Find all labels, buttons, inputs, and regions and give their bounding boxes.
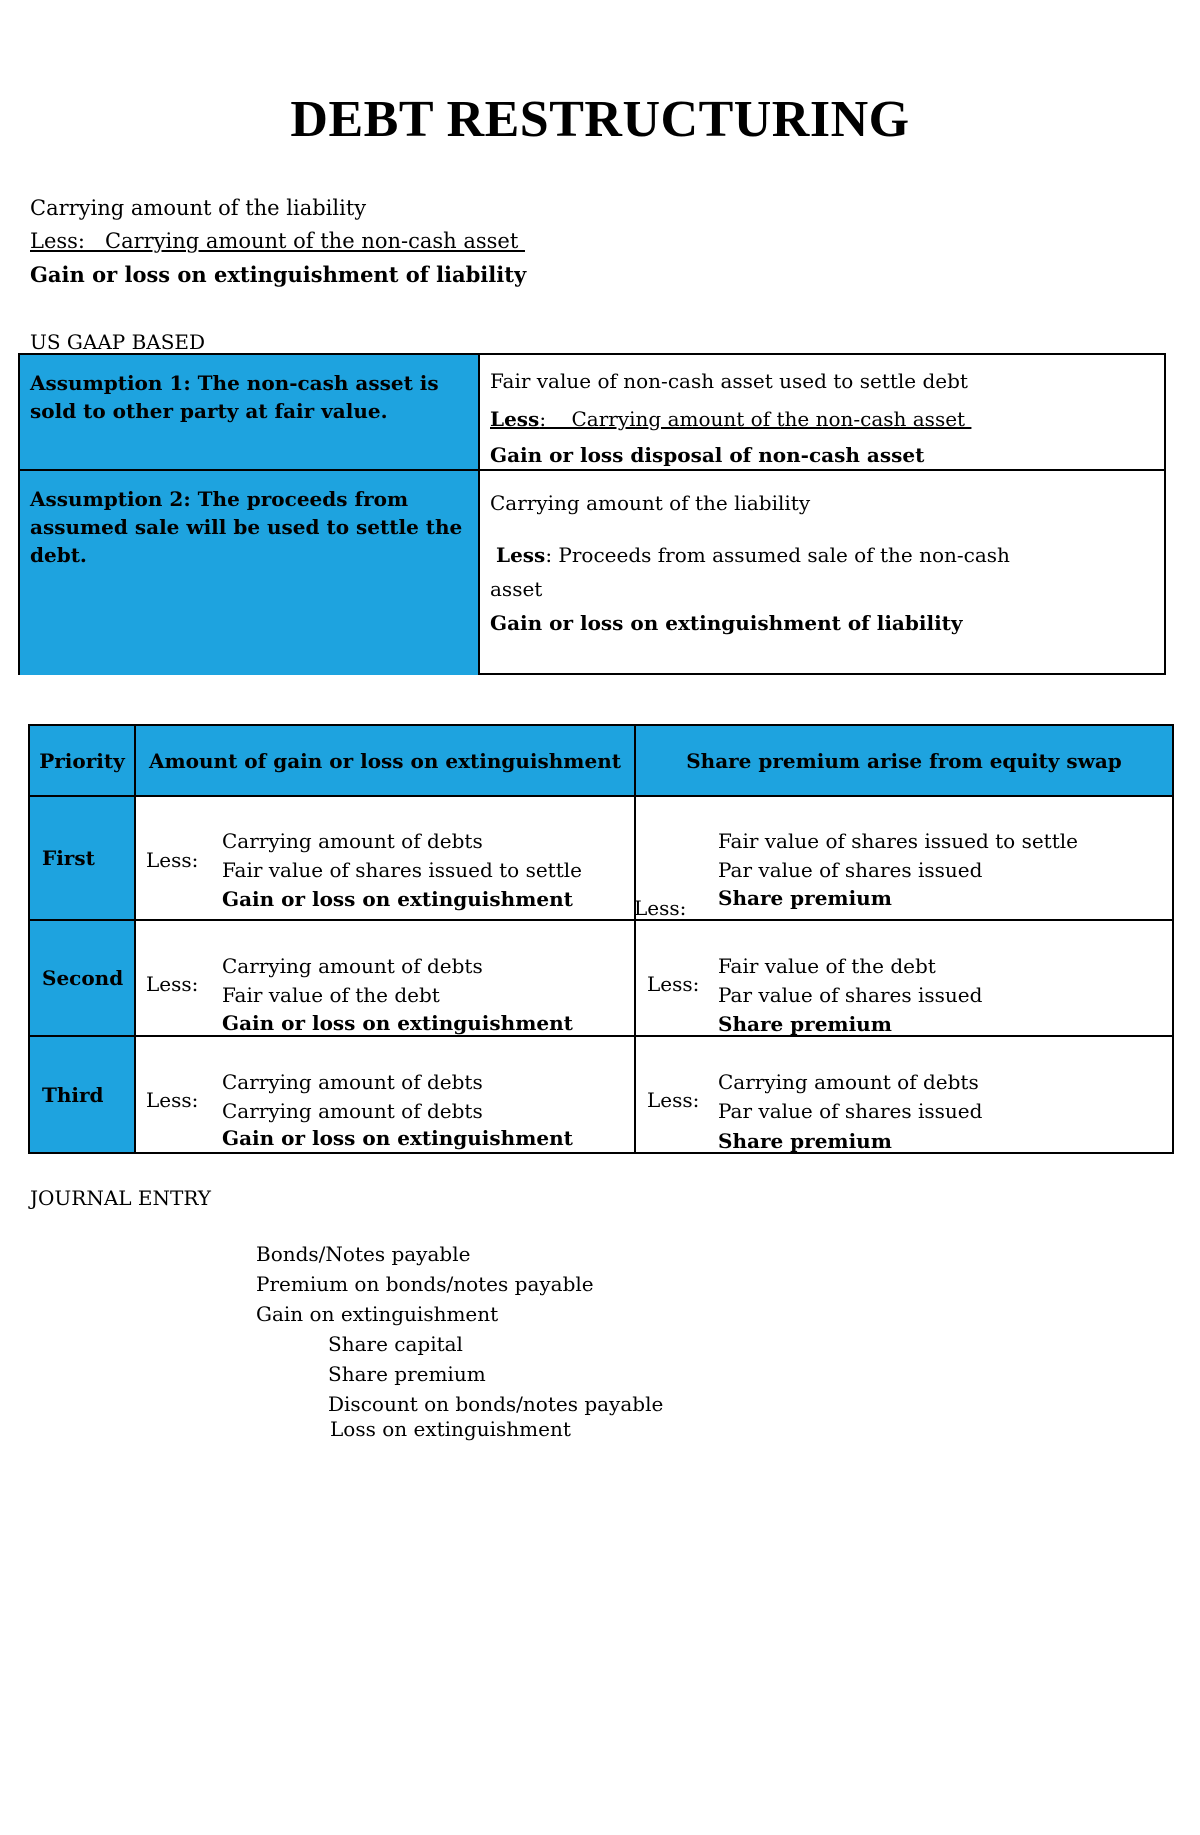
header-share-premium: Share premium arise from equity swap <box>636 726 1172 797</box>
row1-gl-less: Less: <box>146 848 199 872</box>
row3-gl-less: Less: <box>146 1088 199 1112</box>
row-divider <box>30 919 1172 921</box>
header-priority: Priority <box>30 726 134 797</box>
header-gain-loss: Amount of gain or loss on extinguishment <box>134 726 636 797</box>
journal-credit-discount: Discount on bonds/notes payable <box>328 1392 664 1416</box>
row3-sp-line2: Par value of shares issued <box>718 1099 983 1123</box>
journal-credit-share-capital: Share capital <box>328 1332 463 1356</box>
a2-line-less <box>496 543 1010 567</box>
a2-line-carrying: Carrying amount of the liability <box>490 491 811 515</box>
row2-sp-less: Less: <box>647 972 700 996</box>
row2-sp-line2: Par value of shares issued <box>718 983 983 1007</box>
assumption-1-computation <box>480 355 1164 469</box>
intro-line-less-asset: Less: Carrying amount of the non-cash asset <box>30 229 525 253</box>
row2-sp-line1: Fair value of the debt <box>718 954 936 978</box>
less-label: Less <box>496 543 546 567</box>
journal-debit-gain: Gain on extinguishment <box>256 1302 499 1326</box>
a1-less-text: : Carrying amount of the non-cash asset <box>539 407 972 431</box>
journal-credit-share-premium: Share premium <box>328 1362 486 1386</box>
a1-line-gain-loss: Gain or loss disposal of non-cash asset <box>490 443 925 467</box>
assumption-2-cell: Assumption 2: The proceeds from assumed sale will be used to settle the debt. <box>20 469 480 675</box>
intro-computation <box>30 192 526 291</box>
journal-credit-loss: Loss on extinguishment <box>330 1417 571 1441</box>
row3-sp-line1: Carrying amount of debts <box>718 1070 979 1094</box>
row2-gl-line3: Gain or loss on extinguishment <box>222 1011 573 1035</box>
row2-gl-line2: Fair value of the debt <box>222 983 440 1007</box>
journal-debit-bonds: Bonds/Notes payable <box>256 1242 471 1266</box>
priority-table <box>28 724 1174 1154</box>
row3-gl-line3: Gain or loss on extinguishment <box>222 1126 573 1150</box>
assumption-2-computation <box>480 469 1164 675</box>
priority-third: Third <box>30 1037 134 1152</box>
row2-sp-line3: Share premium <box>718 1012 892 1036</box>
journal-entry-label: JOURNAL ENTRY <box>30 1186 211 1210</box>
row-divider <box>30 1035 1172 1037</box>
priority-second: Second <box>30 921 134 1035</box>
column-divider <box>134 726 136 1152</box>
a1-line-less <box>490 407 971 431</box>
journal-debit-premium: Premium on bonds/notes payable <box>256 1272 594 1296</box>
us-gaap-label: US GAAP BASED <box>30 330 206 354</box>
row1-sp-line2: Par value of shares issued <box>718 858 983 882</box>
row3-gl-line2: Carrying amount of debts <box>222 1099 483 1123</box>
row1-gl-line1: Carrying amount of debts <box>222 829 483 853</box>
row3-sp-less: Less: <box>647 1088 700 1112</box>
intro-line-gain-loss: Gain or loss on extinguishment of liability <box>30 262 527 287</box>
less-label: Less <box>490 407 540 431</box>
row3-gl-line1: Carrying amount of debts <box>222 1070 483 1094</box>
page-title: DEBT RESTRUCTURING <box>290 91 910 148</box>
a1-line-fair-value: Fair value of non-cash asset used to settle debt <box>490 369 968 393</box>
row3-sp-line3: Share premium <box>718 1129 892 1153</box>
row1-gl-line2: Fair value of shares issued to settle <box>222 858 582 882</box>
row2-gl-less: Less: <box>146 972 199 996</box>
a2-line-gain-loss: Gain or loss on extinguishment of liability <box>490 611 963 635</box>
row2-gl-line1: Carrying amount of debts <box>222 954 483 978</box>
row1-sp-less: Less: <box>634 896 687 920</box>
a2-less-text: : Proceeds from assumed sale of the non-cash <box>545 543 1010 567</box>
us-gaap-table <box>18 353 1166 675</box>
row1-gl-line3: Gain or loss on extinguishment <box>222 887 573 911</box>
row1-sp-line1: Fair value of shares issued to settle <box>718 829 1078 853</box>
row1-sp-line3: Share premium <box>718 886 892 910</box>
priority-first: First <box>30 797 134 919</box>
a2-line-asset: asset <box>490 577 543 601</box>
intro-line-carrying-liability: Carrying amount of the liability <box>30 196 367 220</box>
column-divider <box>634 726 636 1152</box>
assumption-1-cell: Assumption 1: The non-cash asset is sold to other party at fair value. <box>20 355 480 469</box>
